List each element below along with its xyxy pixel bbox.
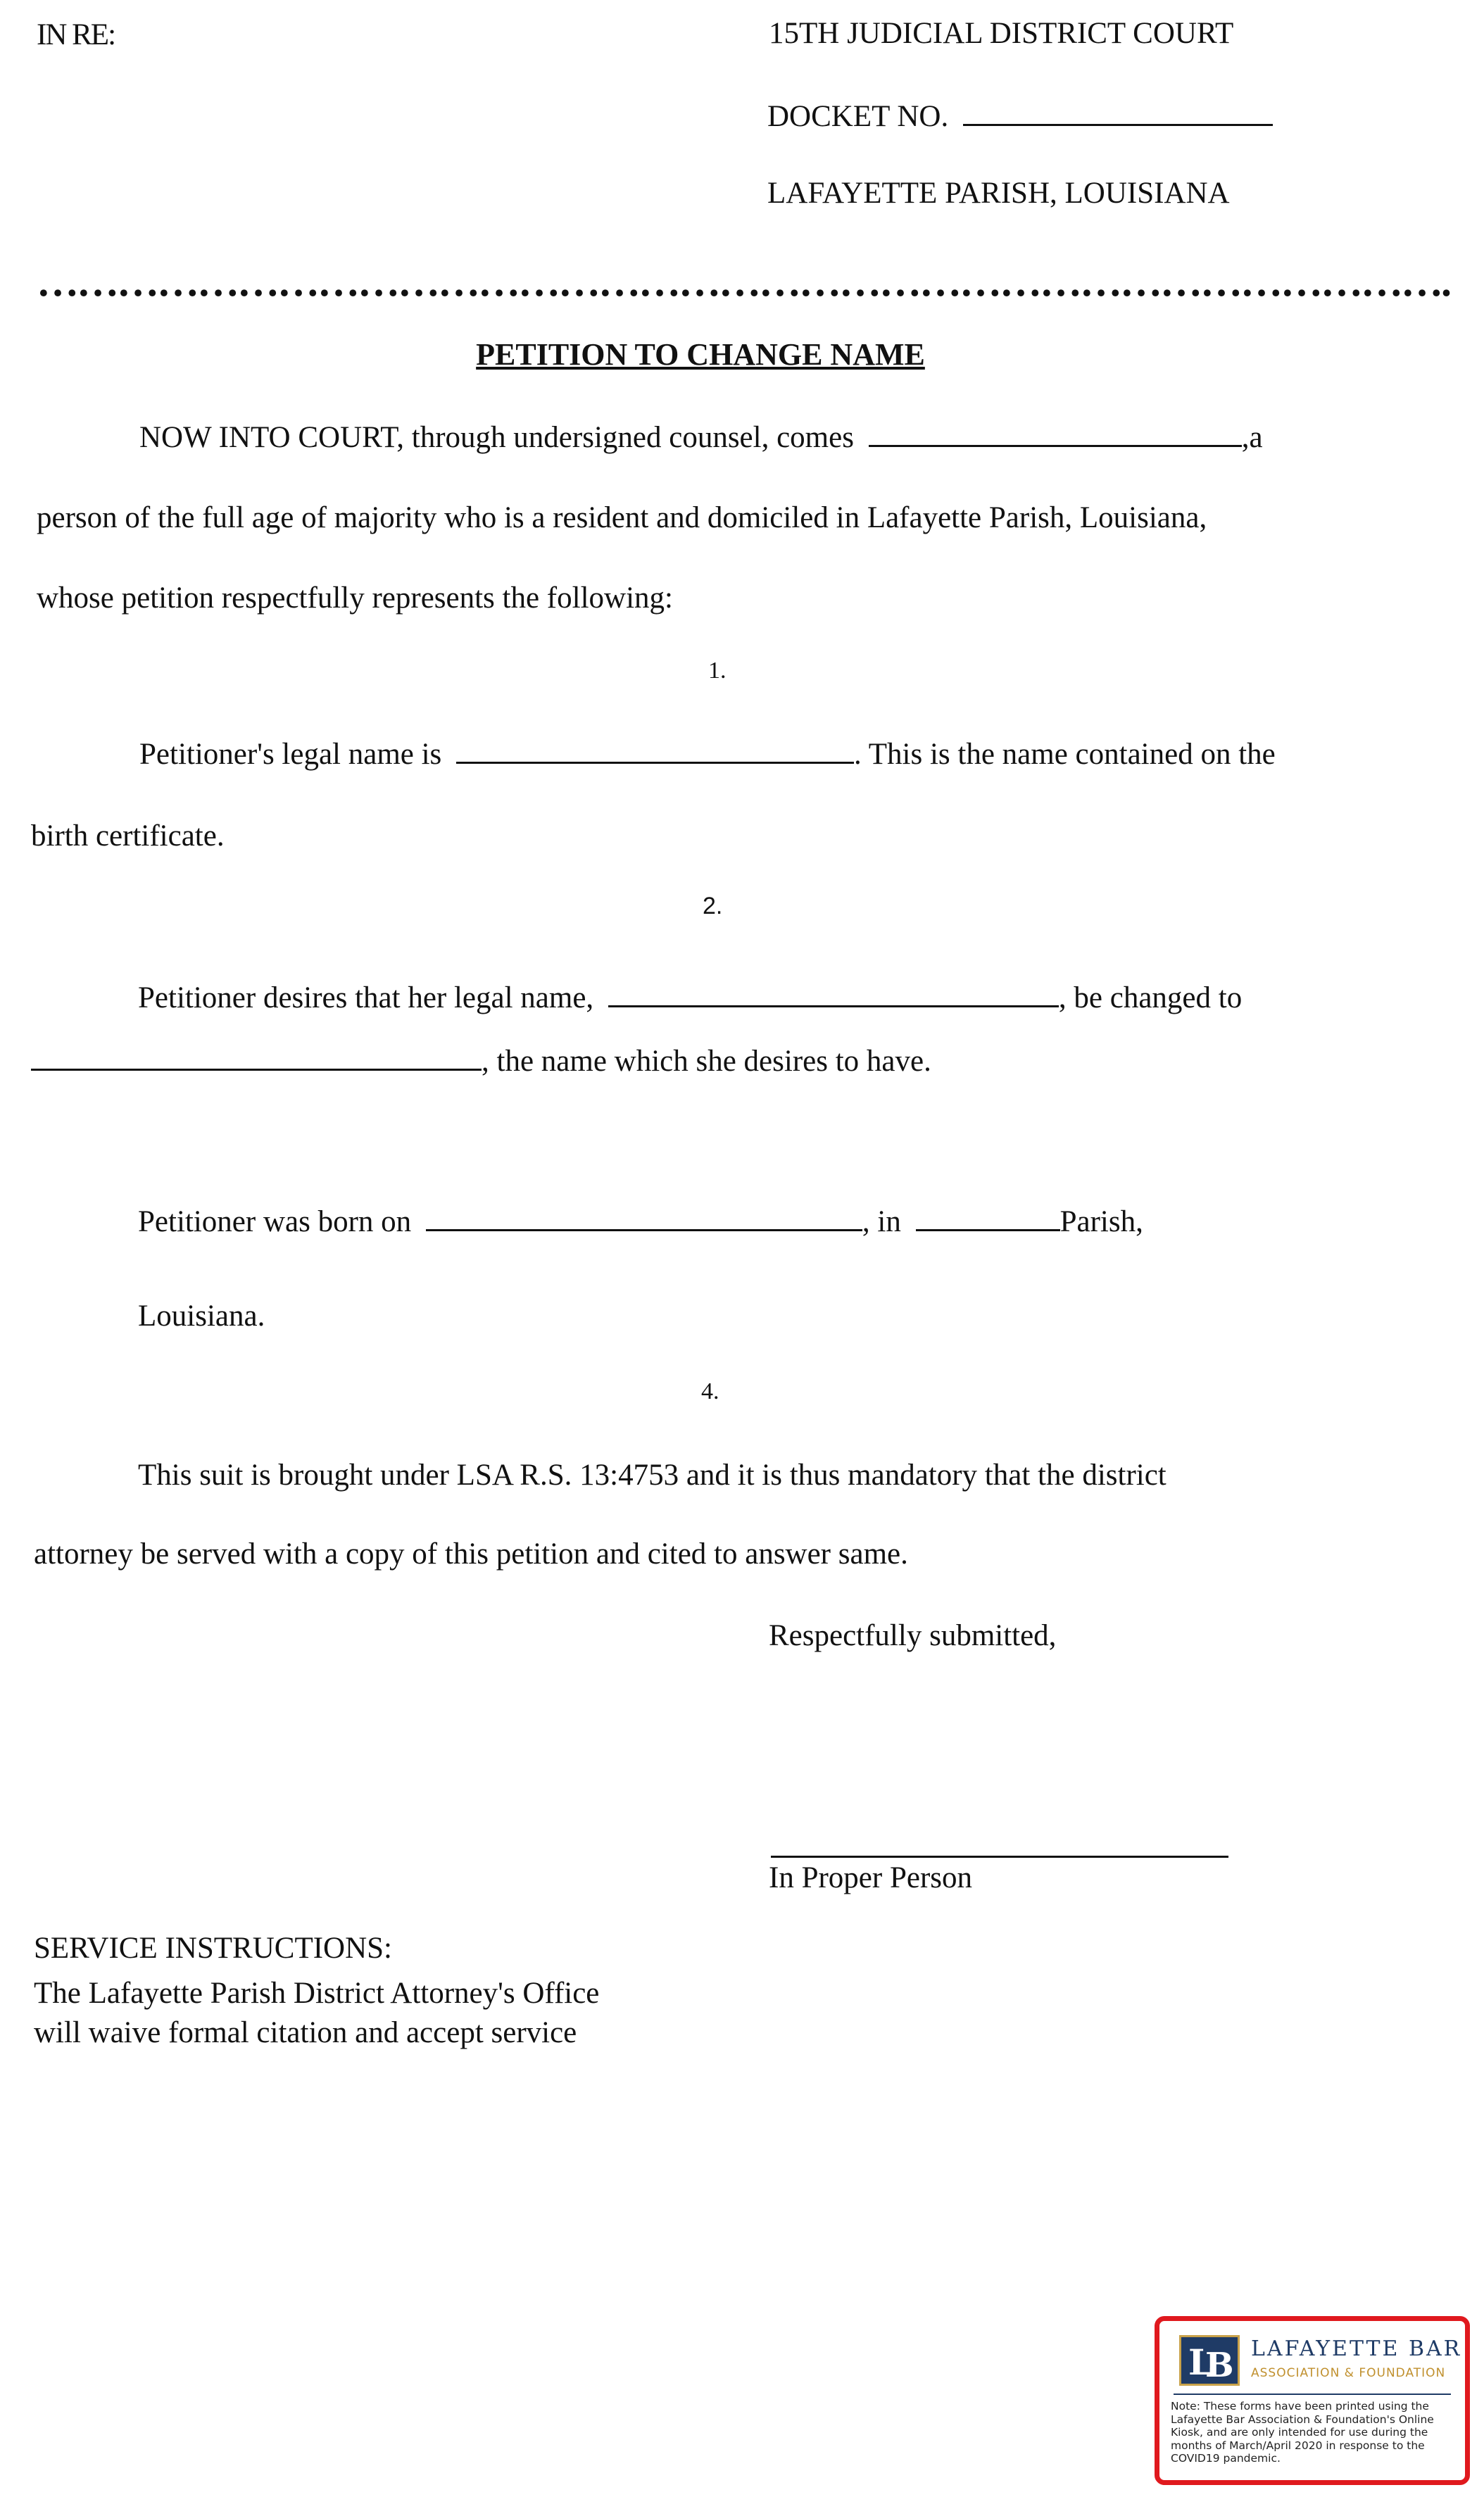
in-re-label: IN RE: — [37, 18, 115, 51]
docket-number — [767, 100, 1273, 132]
current-name-blank[interactable] — [608, 981, 1059, 1007]
birth-date-blank[interactable] — [426, 1205, 862, 1231]
bar-name: LAFAYETTE BAR — [1251, 2336, 1462, 2361]
signature-label: In Proper Person — [769, 1861, 973, 1894]
intro-suffix: ,a — [1241, 421, 1263, 454]
service-line-1: The Lafayette Parish District Attorney's Office — [34, 1977, 600, 2010]
section-4-number: 4. — [701, 1378, 719, 1404]
lafayette-bar-notice-badge — [1155, 2316, 1470, 2485]
section-2-number: 2. — [703, 893, 723, 919]
closing-text: Respectfully submitted, — [769, 1619, 1057, 1652]
kiosk-note: Note: These forms have been printed using the Lafayette Bar Association & Foundation's Online Kiosk, and are only intended for use during the months of March/April 2020 in response to the COVID19 pandemic. — [1171, 2400, 1434, 2465]
bar-subtitle: ASSOCIATION & FOUNDATION — [1251, 2366, 1446, 2380]
section-1-line-1 — [139, 738, 1276, 769]
docket-number-blank[interactable] — [963, 100, 1273, 126]
signature-line[interactable] — [771, 1856, 1228, 1858]
new-name-blank[interactable] — [31, 1045, 482, 1071]
section-3-mid: , in — [862, 1205, 901, 1238]
section-1-text: Petitioner's legal name is — [139, 738, 442, 771]
section-2-text: Petitioner desires that her legal name, — [138, 981, 594, 1014]
section-2-suffix: , be changed to — [1058, 981, 1243, 1014]
birth-parish-blank[interactable] — [916, 1205, 1060, 1231]
section-3-line-1 — [138, 1205, 1143, 1237]
service-line-2: will waive formal citation and accept service — [34, 2016, 577, 2049]
caption-separator: ……………………………………………………………………………………………. — [37, 258, 1450, 305]
section-3-line-2: Louisiana. — [138, 1300, 265, 1333]
section-1-number: 1. — [708, 658, 727, 684]
section-4-line-1: This suit is brought under LSA R.S. 13:4753 and it is thus mandatory that the district — [138, 1459, 1167, 1492]
section-2-line-2-text: , the name which she desires to have. — [482, 1045, 931, 1078]
section-3-suffix: Parish, — [1059, 1205, 1143, 1238]
document-title: PETITION TO CHANGE NAME — [476, 337, 925, 372]
section-1-suffix: . This is the name contained on the — [854, 738, 1276, 771]
court-name: 15TH JUDICIAL DISTRICT COURT — [769, 17, 1234, 50]
intro-line-3: whose petition respectfully represents the following: — [37, 581, 673, 615]
section-2-line-1 — [138, 981, 1242, 1013]
section-3-text: Petitioner was born on — [138, 1205, 412, 1238]
section-4-line-2: attorney be served with a copy of this petition and cited to answer same. — [34, 1537, 908, 1571]
petitioner-name-blank[interactable] — [869, 421, 1242, 447]
docket-label: DOCKET NO. — [767, 100, 949, 133]
section-2-line-2 — [31, 1045, 931, 1076]
intro-text: NOW INTO COURT, through undersigned counsel, comes — [139, 421, 854, 454]
intro-line-1 — [139, 421, 1263, 453]
lafayette-bar-logo-icon: L B — [1179, 2335, 1240, 2386]
parish-name: LAFAYETTE PARISH, LOUISIANA — [767, 177, 1230, 210]
badge-divider — [1174, 2394, 1451, 2395]
legal-name-blank[interactable] — [456, 738, 854, 764]
intro-line-2: person of the full age of majority who is a resident and domiciled in Lafayette Parish, Louisiana, — [37, 501, 1207, 534]
service-heading: SERVICE INSTRUCTIONS: — [34, 1932, 393, 1965]
section-1-line-2: birth certificate. — [31, 819, 225, 853]
